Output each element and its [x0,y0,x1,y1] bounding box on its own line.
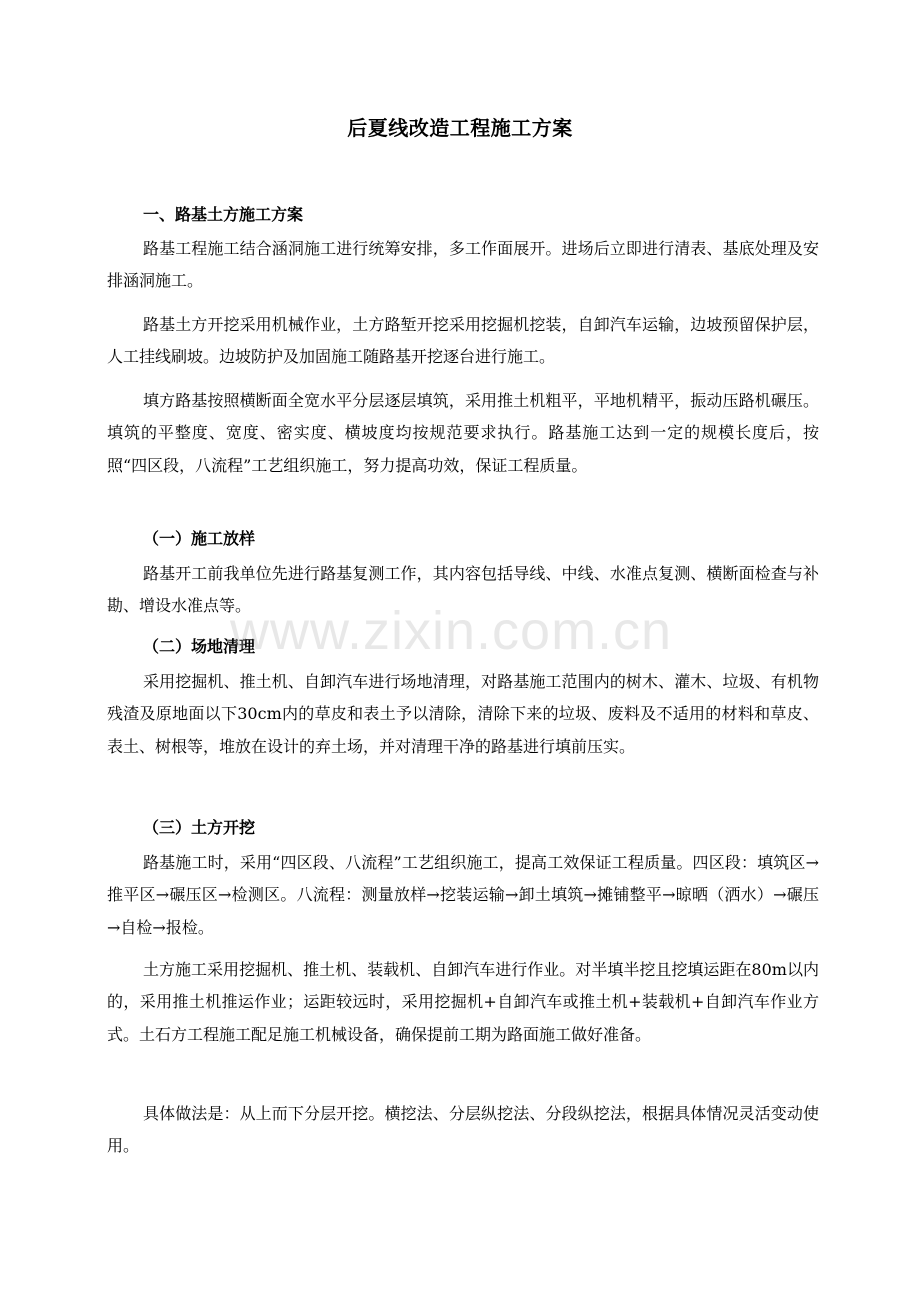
paragraph: 具体做法是：从上而下分层开挖。横挖法、分层纵挖法、分段纵挖法，根据具体情况灵活变动使用。 [107,1104,819,1156]
paragraph: 路基开工前我单位先进行路基复测工作，其内容包括导线、中线、水准点复测、横断面检查与补勘、增设水准点等。 [107,564,819,616]
subsection-heading-1: （一）施工放样 [143,529,256,548]
paragraph: 路基工程施工结合涵洞施工进行统筹安排，多工作面展开。进场后立即进行清表、基底处理及安排涵洞施工。 [107,239,819,291]
paragraph: 采用挖掘机、推土机、自卸汽车进行场地清理，对路基施工范围内的树木、灌木、垃圾、有机物残渣及原地面以下30cm内的草皮和表土予以清除，清除下来的垃圾、废料及不适用的材料和草皮、表土、树根等，堆放在设计的弃土场，并对清理干净的路基进行填前压实。 [107,672,819,756]
subsection-heading-3: （三）土方开挖 [143,818,256,837]
subsection-heading-2: （二）场地清理 [143,637,256,656]
watermark: www.zixin.com.cn [230,601,673,661]
document-title: 后夏线改造工程施工方案 [347,116,573,140]
paragraph: 土方施工采用挖掘机、推土机、装载机、自卸汽车进行作业。对半填半挖且挖填运距在80m以内的，采用推土机推运作业；运距较远时，采用挖掘机+自卸汽车或推土机+装载机+自卸汽车作业方式。土石方工程施工配足施工机械设备，确保提前工期为路面施工做好准备。 [107,960,819,1044]
paragraph: 路基土方开挖采用机械作业，土方路堑开挖采用挖掘机挖装，自卸汽车运输，边坡预留保护层，人工挂线刷坡。边坡防护及加固施工随路基开挖逐台进行施工。 [107,315,819,367]
section-heading-1: 一、路基土方施工方案 [143,205,304,224]
paragraph: 路基施工时，采用“四区段、八流程”工艺组织施工，提高工效保证工程质量。四区段：填筑区→推平区→碾压区→检测区。八流程：测量放样→挖装运输→卸土填筑→摊铺整平→晾晒（洒水）→碾压→自检→报检。 [107,853,819,937]
paragraph: 填方路基按照横断面全宽水平分层逐层填筑，采用推土机粗平，平地机精平，振动压路机碾压。填筑的平整度、宽度、密实度、横坡度均按规范要求执行。路基施工达到一定的规模长度后，按照“四区段，八流程”工艺组织施工，努力提高功效，保证工程质量。 [107,391,819,475]
